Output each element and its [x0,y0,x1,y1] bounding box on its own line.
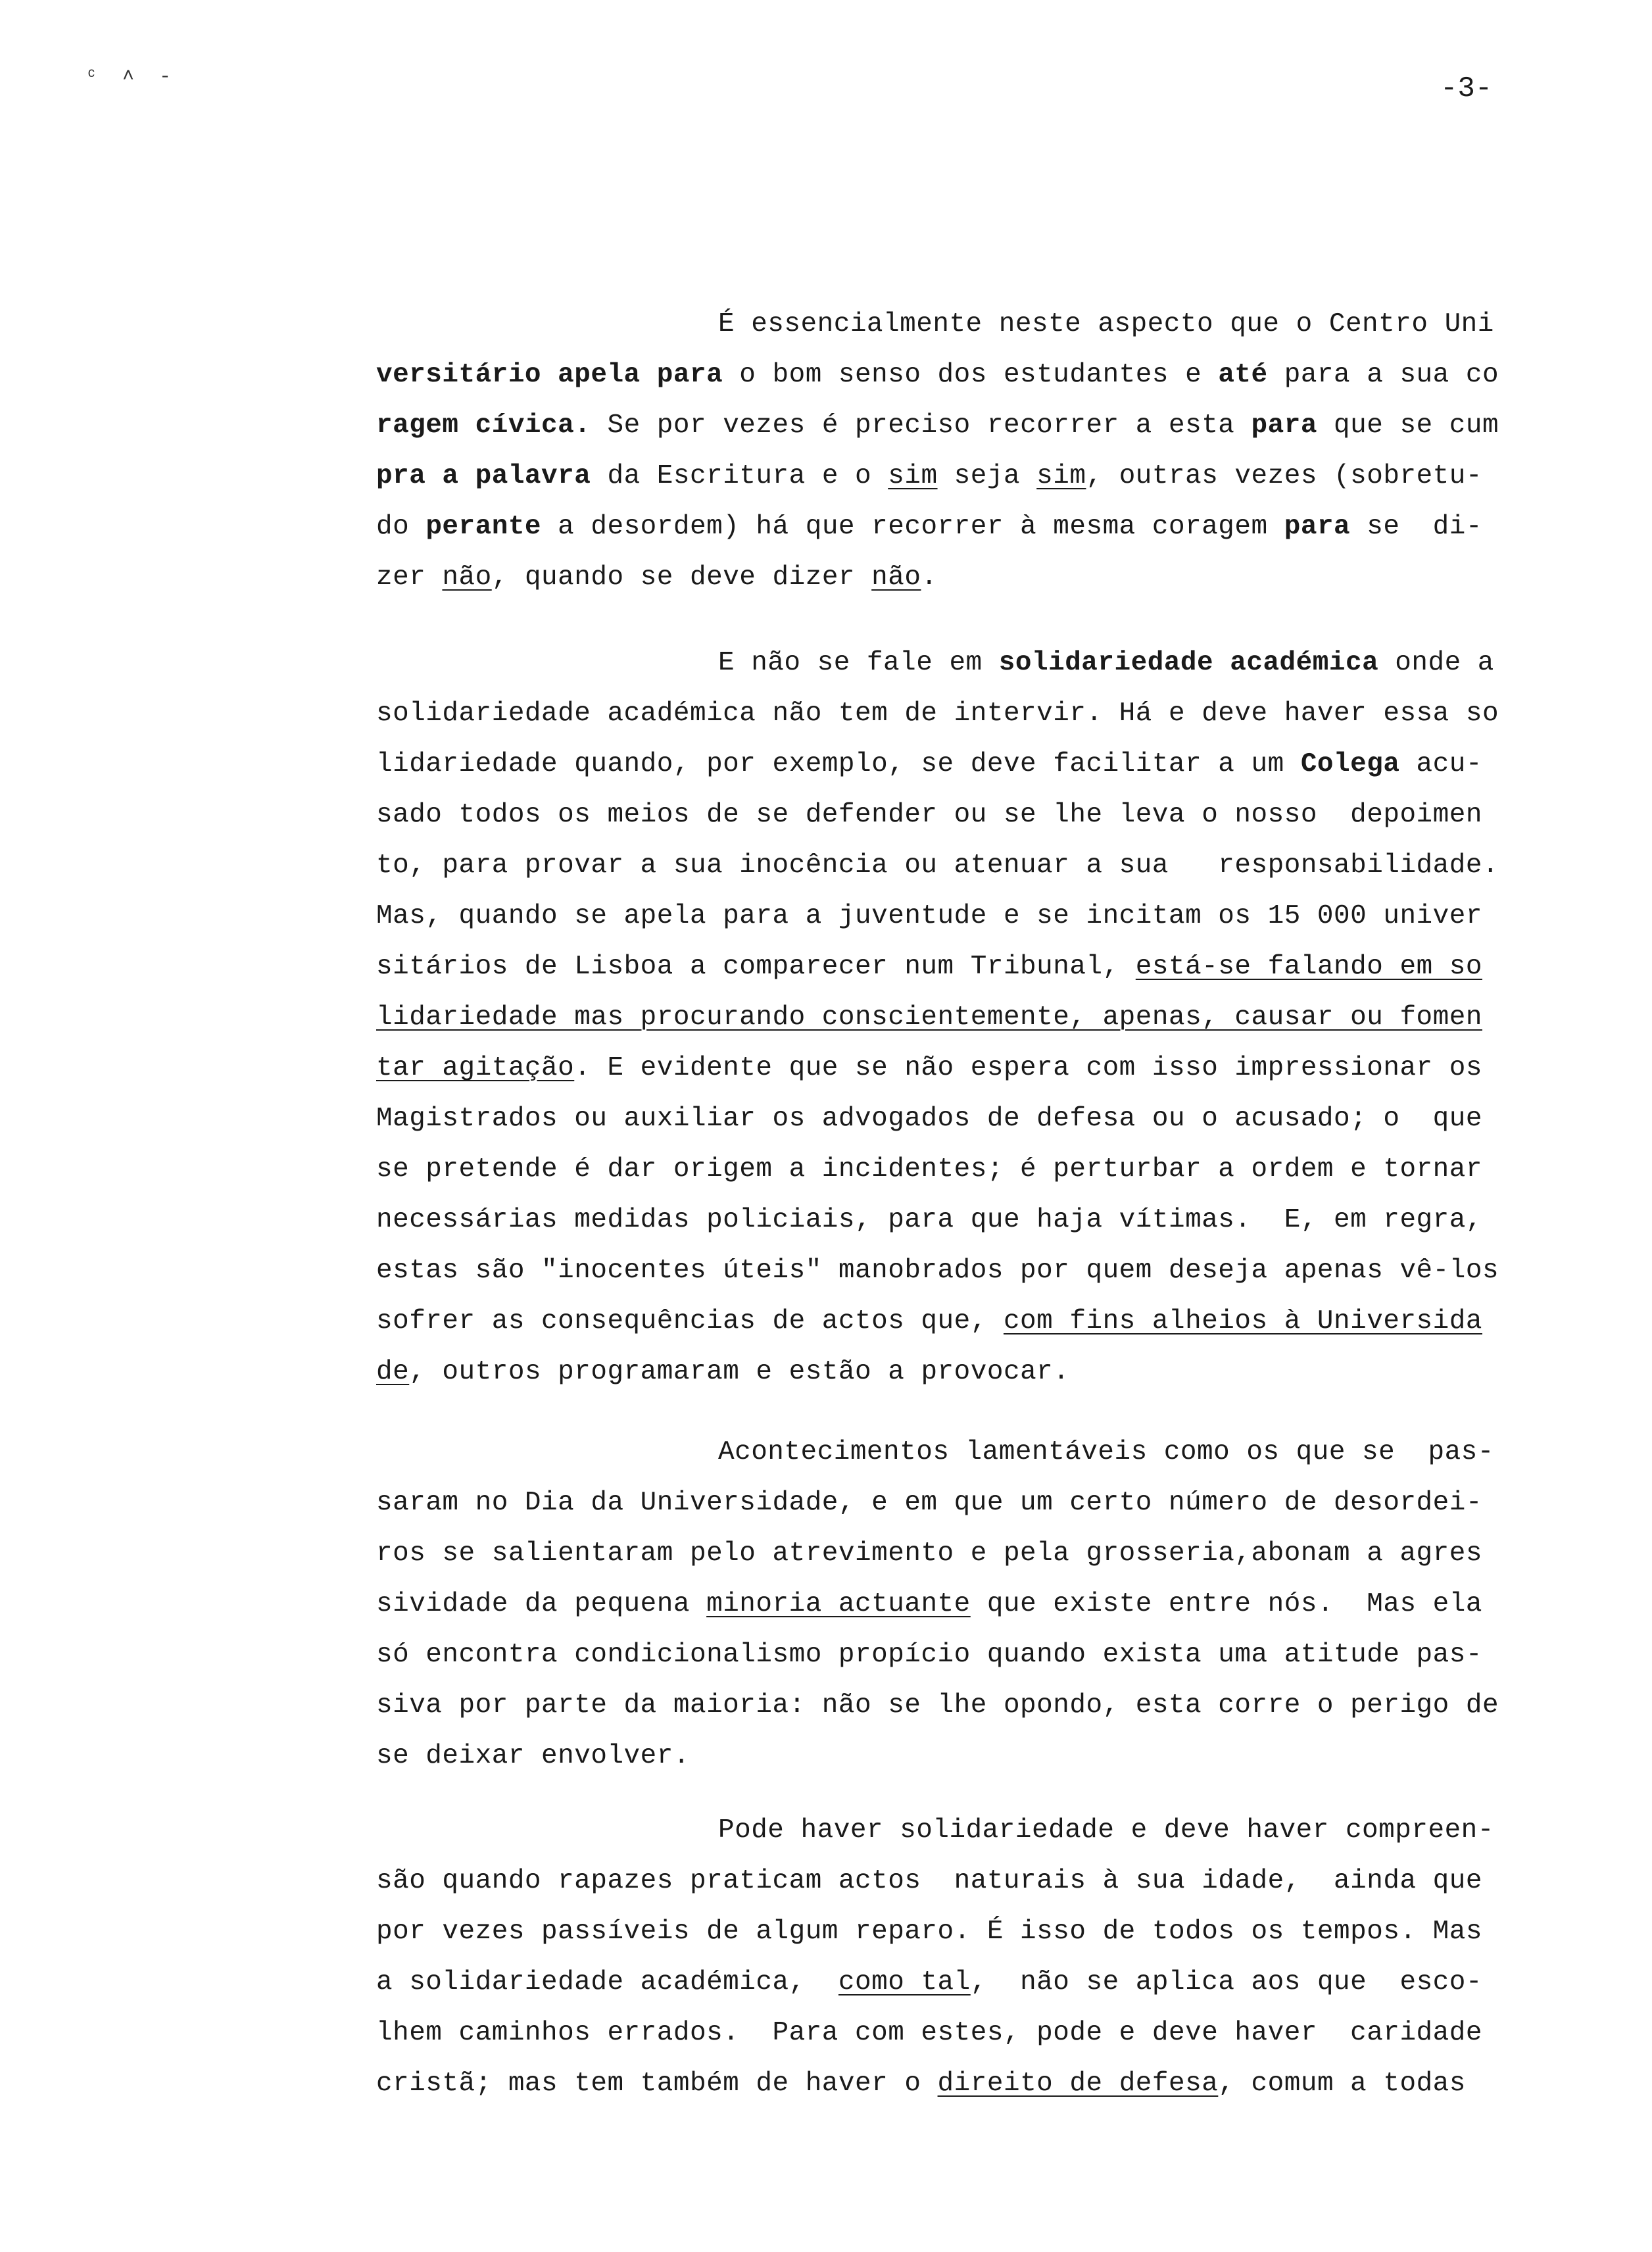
text-run: lhem caminhos errados. Para com estes, pode e deve haver caridade [376,2018,1482,2048]
text-run: ros se salientaram pelo atrevimento e pela grosseria,abonam a agres [376,1538,1482,1569]
underlined-text: com fins alheios à Universida [1003,1306,1482,1336]
text-run: por vezes passíveis de algum reparo. É isso de todos os tempos. Mas [376,1917,1482,1947]
text-run: , comum a todas [1218,2068,1466,2099]
text-run: lidariedade quando, por exemplo, se deve facilitar a um [376,749,1301,779]
text-run: sitários de Lisboa a comparecer num Tribunal, [376,952,1136,982]
text-run: do [376,512,426,542]
text-line [376,552,1540,603]
text-line [376,790,1540,841]
text-run: siva por parte da maioria: não se lhe opondo, esta corre o perigo de [376,1690,1499,1721]
text-line [376,1195,1540,1246]
text-run: . [921,562,938,593]
text-line [376,992,1540,1043]
text-run: se pretende é dar origem a incidentes; é perturbar a ordem e tornar [376,1154,1482,1185]
text-run: Acontecimentos lamentáveis como os que se pas- [718,1437,1494,1467]
text-line [376,739,1540,790]
text-run: Se por vezes é preciso recorrer a esta [591,410,1251,441]
text-run: , outros programaram e estão a provocar. [409,1357,1070,1387]
text-run: estas são "inocentes úteis" manobrados por quem deseja apenas vê-los [376,1256,1499,1286]
text-line [376,1529,1540,1579]
text-run: , outras vezes (sobretu- [1086,461,1482,491]
bold-text: até [1218,360,1268,390]
text-line [376,1478,1540,1529]
text-run: são quando rapazes praticam actos naturais à sua idade, ainda que [376,1866,1482,1896]
text-run: cristã; mas tem também de haver o [376,2068,938,2099]
bold-text: versitário apela para [376,360,723,390]
text-line [376,299,1540,350]
text-run: Magistrados ou auxiliar os advogados de defesa ou o acusado; o que [376,1104,1482,1134]
underlined-text: minoria actuante [706,1589,971,1619]
text-run: a solidariedade académica, [376,1967,838,1997]
text-line [376,841,1540,891]
text-line [376,451,1540,502]
text-run: saram no Dia da Universidade, e em que um certo número de desordei- [376,1488,1482,1518]
text-line [376,2059,1540,2109]
text-line [376,1347,1540,1398]
text-line [376,1094,1540,1144]
text-run: necessárias medidas policiais, para que haja vítimas. E, em regra, [376,1205,1482,1235]
underlined-text: sim [1036,461,1086,491]
bold-text: perante [425,512,542,542]
text-run: , quando se deve dizer [491,562,872,593]
text-run: zer [376,562,443,593]
text-line [376,350,1540,401]
underlined-text: está-se falando em so [1135,952,1482,982]
text-run: o bom senso dos estudantes e [723,360,1219,390]
page-number: -3- [1440,72,1493,105]
text-line [376,1296,1540,1347]
text-line [376,1856,1540,1907]
text-run: acu- [1399,749,1482,779]
text-run: que existe entre nós. Mas ela [970,1589,1482,1619]
text-run: , não se aplica aos que esco- [970,1967,1482,1997]
paragraph [376,1805,1540,2109]
text-run: da Escritura e o [591,461,888,491]
bold-text: para [1284,512,1351,542]
text-line [376,1043,1540,1094]
underlined-text: tar agitação [376,1053,575,1083]
underlined-text: não [442,562,492,593]
underlined-text: não [871,562,921,593]
text-line [376,1805,1540,1856]
text-line [376,1680,1540,1731]
text-line [376,1246,1540,1296]
text-run: a desordem) há que recorrer à mesma coragem [541,512,1284,542]
text-run: só encontra condicionalismo propício quando exista uma atitude pas- [376,1640,1482,1670]
paragraph [376,1427,1540,1782]
bold-text: Colega [1300,749,1400,779]
text-line [376,1579,1540,1630]
paragraph [376,299,1540,603]
text-run: . E evidente que se não espera com isso impressionar os [574,1053,1482,1083]
text-line [376,942,1540,992]
underlined-text: de [376,1357,410,1387]
text-line [376,2008,1540,2059]
text-run: É essencialmente neste aspecto que o Centro Uni [718,309,1494,339]
underlined-text: sim [888,461,938,491]
text-line [376,401,1540,451]
text-run: to, para provar a sua inocência ou atenuar a sua responsabilidade. [376,850,1499,881]
underlined-text: lidariedade mas procurando conscientemente, apenas, causar ou fomen [376,1002,1482,1033]
bold-text: ragem cívica. [376,410,591,441]
underlined-text: direito de defesa [937,2068,1219,2099]
paragraph [376,638,1540,1398]
text-line [376,1731,1540,1782]
text-line [376,502,1540,552]
text-line [376,891,1540,942]
text-run: solidariedade académica não tem de intervir. Há e deve haver essa so [376,698,1499,729]
text-line [376,1630,1540,1680]
text-line [376,638,1540,689]
bold-text: pra a palavra [376,461,591,491]
corner-mark: ᶜ ˄ ‐ [85,66,178,88]
text-run: E não se fale em [718,648,999,678]
text-line [376,1957,1540,2008]
text-line [376,1144,1540,1195]
text-run: sividade da pequena [376,1589,707,1619]
text-line [376,689,1540,739]
bold-text: solidariedade académica [998,648,1379,678]
text-run: se di- [1350,512,1482,542]
text-run: sado todos os meios de se defender ou se lhe leva o nosso depoimen [376,800,1482,830]
text-run: onde a [1378,648,1494,678]
text-run: para a sua co [1267,360,1499,390]
text-run: seja [937,461,1037,491]
underlined-text: como tal [838,1967,971,1997]
text-run: Mas, quando se apela para a juventude e se incitam os 15 000 univer [376,901,1482,931]
text-run: Pode haver solidariedade e deve haver compreen- [718,1815,1494,1846]
text-line [376,1907,1540,1957]
text-line [376,1427,1540,1478]
bold-text: para [1251,410,1317,441]
text-run: se deixar envolver. [376,1741,690,1771]
text-run: que se cum [1317,410,1499,441]
text-run: sofrer as consequências de actos que, [376,1306,1004,1336]
